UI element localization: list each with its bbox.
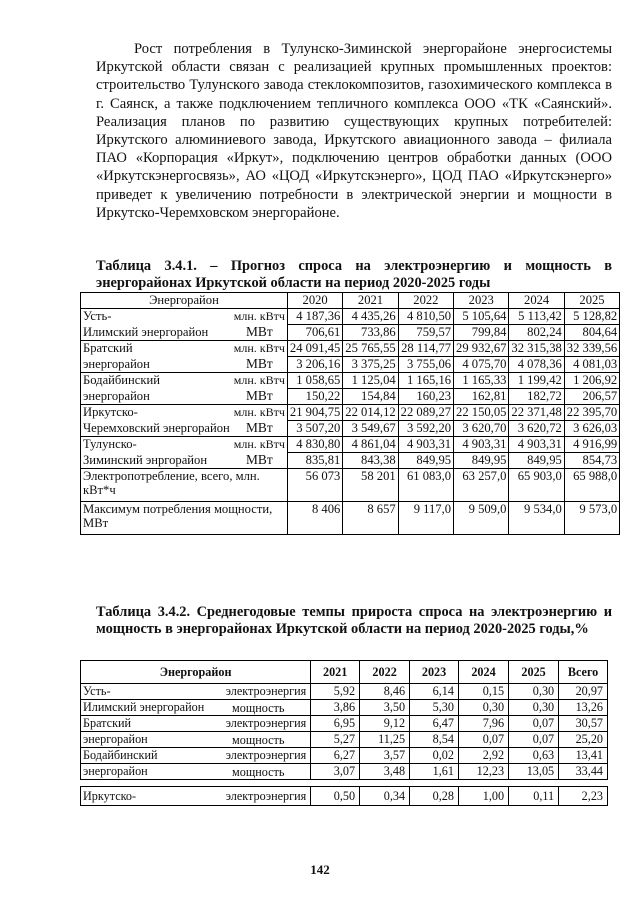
value-cell: 24 091,45	[287, 341, 342, 357]
table1-header-row	[81, 293, 620, 309]
value-cell: 849,95	[398, 453, 453, 469]
value-cell: 4 078,36	[509, 357, 564, 373]
value-cell: 22 014,12	[343, 405, 398, 421]
value-cell: 854,73	[564, 453, 619, 469]
value-cell: 4 081,03	[564, 357, 619, 373]
value-cell: 22 395,70	[564, 405, 619, 421]
table1-header-year: 2021	[343, 293, 398, 309]
value-cell: 33,44	[559, 764, 608, 780]
value-cell: 0,50	[311, 787, 360, 806]
unit-label: электроэнергия	[206, 684, 311, 700]
table-row	[81, 357, 620, 373]
value-cell: 150,22	[287, 389, 342, 405]
value-cell: 6,47	[410, 716, 459, 732]
value-cell: 9,12	[360, 716, 410, 732]
value-cell: 0,28	[410, 787, 459, 806]
value-cell: 4 903,31	[454, 437, 509, 453]
table-row	[81, 684, 608, 700]
value-cell: 3 626,03	[564, 421, 619, 437]
value-cell: 5,27	[311, 732, 360, 748]
unit-label: мощность	[206, 700, 311, 716]
value-cell: 0,34	[360, 787, 410, 806]
value-cell: 849,95	[454, 453, 509, 469]
value-cell: 9 117,0	[398, 502, 453, 535]
value-cell: 4 075,70	[454, 357, 509, 373]
value-cell: 3 755,06	[398, 357, 453, 373]
table2-header-year: 2021	[311, 661, 360, 684]
unit-label: МВт	[232, 453, 288, 469]
value-cell: 835,81	[287, 453, 342, 469]
value-cell: 733,86	[343, 325, 398, 341]
table-spacer	[81, 780, 608, 787]
value-cell: 3 592,20	[398, 421, 453, 437]
unit-label: МВт	[232, 357, 288, 373]
unit-label: млн. кВтч	[232, 373, 288, 389]
table2-header-year: 2022	[360, 661, 410, 684]
region-name: Зиминский энргорайон	[81, 453, 232, 469]
value-cell: 9 509,0	[454, 502, 509, 535]
value-cell: 4 435,26	[343, 309, 398, 325]
value-cell: 0,30	[458, 700, 508, 716]
total-label: Электропотребление, всего, млн. кВт*ч	[81, 469, 288, 502]
table1-header-year: 2020	[287, 293, 342, 309]
value-cell: 30,57	[559, 716, 608, 732]
value-cell: 5,30	[410, 700, 459, 716]
value-cell: 3 507,20	[287, 421, 342, 437]
value-cell: 5 105,64	[454, 309, 509, 325]
table1-body	[81, 309, 620, 535]
table-row	[81, 405, 620, 421]
value-cell: 25 765,55	[343, 341, 398, 357]
value-cell: 20,97	[559, 684, 608, 700]
table-row	[81, 787, 608, 806]
table-row	[81, 732, 608, 748]
total-label: Максимум потребления мощности, МВт	[81, 502, 288, 535]
table-row	[81, 748, 608, 764]
table2-header-region: Энергорайон	[81, 661, 311, 684]
value-cell: 22 371,48	[509, 405, 564, 421]
unit-label: МВт	[232, 421, 288, 437]
table1-header-region: Энергорайон	[81, 293, 288, 309]
table-row	[81, 373, 620, 389]
value-cell: 162,81	[454, 389, 509, 405]
value-cell: 0,15	[458, 684, 508, 700]
table-row	[81, 341, 620, 357]
value-cell: 4 916,99	[564, 437, 619, 453]
value-cell: 12,23	[458, 764, 508, 780]
value-cell: 4 187,36	[287, 309, 342, 325]
value-cell: 1 199,42	[509, 373, 564, 389]
value-cell: 5 113,42	[509, 309, 564, 325]
value-cell: 58 201	[343, 469, 398, 502]
body-paragraph: Рост потребления в Тулунско-Зиминской энергорайоне энергосистемы Иркутской области связан с реализацией крупных промышленных проектов: строительство Тулунского завода стеклокомпозитов, газохимического комплекса в г. Саянск, а также подключением тепличного комплекса ООО «ТК «Саянский». Реализация планов по развитию существующих крупных потребителей: Иркутского алюминиевого завода, Иркутского авиационного завода – филиала ПАО «Корпорация «Иркут», подключению центров обработки данных (ООО «Иркутскэнергосвязь», АО «ЦОД «Иркутскэнерго», ЦОД ПАО «Иркутскэнерго» приведет к увеличению потребности в электрической энергии и мощности в Иркутско-Черемховском энергорайоне.	[96, 41, 612, 221]
region-name: Иркутско-	[81, 787, 207, 806]
unit-label: млн. кВтч	[232, 437, 288, 453]
region-name: Бодайбинский	[81, 373, 232, 389]
region-name: Братский	[81, 341, 232, 357]
value-cell: 1 165,16	[398, 373, 453, 389]
demand-forecast-table	[80, 292, 620, 535]
table-row	[81, 325, 620, 341]
table2-header-year: 2025	[509, 661, 559, 684]
value-cell: 1 206,92	[564, 373, 619, 389]
value-cell: 4 903,31	[509, 437, 564, 453]
value-cell: 8 657	[343, 502, 398, 535]
table2-header-year: 2024	[458, 661, 508, 684]
region-name: энергорайон	[81, 357, 232, 373]
value-cell: 22 089,27	[398, 405, 453, 421]
value-cell: 5 128,82	[564, 309, 619, 325]
value-cell: 154,84	[343, 389, 398, 405]
value-cell: 63 257,0	[454, 469, 509, 502]
table2-header-year: 2023	[410, 661, 459, 684]
table-row	[81, 716, 608, 732]
value-cell: 802,24	[509, 325, 564, 341]
table1-header-year: 2025	[564, 293, 619, 309]
value-cell: 182,72	[509, 389, 564, 405]
table-row	[81, 700, 608, 716]
region-name: Иркутско-	[81, 405, 232, 421]
value-cell: 1,61	[410, 764, 459, 780]
unit-label: млн. кВтч	[232, 341, 288, 357]
value-cell: 56 073	[287, 469, 342, 502]
value-cell: 4 830,80	[287, 437, 342, 453]
value-cell: 0,07	[509, 732, 559, 748]
table2-caption: Таблица 3.4.2. Среднегодовые темпы прироста спроса на электроэнергию и мощность в энергорайонах Иркутской области на период 2020-2025 годы,%	[96, 604, 612, 637]
value-cell: 25,20	[559, 732, 608, 748]
region-name: энергорайон	[81, 764, 207, 780]
value-cell: 799,84	[454, 325, 509, 341]
value-cell: 3,50	[360, 700, 410, 716]
value-cell: 0,30	[509, 700, 559, 716]
value-cell: 1 058,65	[287, 373, 342, 389]
value-cell: 6,27	[311, 748, 360, 764]
table-row	[81, 764, 608, 780]
unit-label: электроэнергия	[206, 716, 311, 732]
value-cell: 21 904,75	[287, 405, 342, 421]
unit-label: мощность	[206, 764, 311, 780]
value-cell: 8,54	[410, 732, 459, 748]
value-cell: 4 903,31	[398, 437, 453, 453]
value-cell: 206,57	[564, 389, 619, 405]
value-cell: 2,92	[458, 748, 508, 764]
table1-caption: Таблица 3.4.1. – Прогноз спроса на электроэнергию и мощность в энергорайонах Иркутской области на период 2020-2025 годы	[96, 258, 612, 291]
value-cell: 0,11	[509, 787, 559, 806]
table2-body	[81, 684, 608, 806]
region-name: Бодайбинский	[81, 748, 207, 764]
table-row	[81, 469, 620, 502]
unit-label: млн. кВтч	[232, 309, 288, 325]
value-cell: 29 932,67	[454, 341, 509, 357]
region-name: Усть-	[81, 684, 207, 700]
value-cell: 8,46	[360, 684, 410, 700]
value-cell: 804,64	[564, 325, 619, 341]
value-cell: 61 083,0	[398, 469, 453, 502]
value-cell: 3 549,67	[343, 421, 398, 437]
value-cell: 849,95	[509, 453, 564, 469]
value-cell: 0,30	[509, 684, 559, 700]
value-cell: 6,14	[410, 684, 459, 700]
value-cell: 706,61	[287, 325, 342, 341]
unit-label: мощность	[206, 732, 311, 748]
value-cell: 4 861,04	[343, 437, 398, 453]
value-cell: 11,25	[360, 732, 410, 748]
value-cell: 22 150,05	[454, 405, 509, 421]
value-cell: 1,00	[458, 787, 508, 806]
unit-label: МВт	[232, 325, 288, 341]
value-cell: 1 125,04	[343, 373, 398, 389]
value-cell: 3 620,72	[509, 421, 564, 437]
table-row	[81, 437, 620, 453]
value-cell: 9 573,0	[564, 502, 619, 535]
unit-label: млн. кВтч	[232, 405, 288, 421]
region-name: Илимский энергорайон	[81, 700, 207, 716]
value-cell: 0,02	[410, 748, 459, 764]
value-cell: 6,95	[311, 716, 360, 732]
spacer-cell	[81, 780, 608, 787]
region-name: Черемховский энергорайон	[81, 421, 232, 437]
region-name: энергорайон	[81, 732, 207, 748]
value-cell: 65 988,0	[564, 469, 619, 502]
value-cell: 4 810,50	[398, 309, 453, 325]
value-cell: 1 165,33	[454, 373, 509, 389]
table2-header-row	[81, 661, 608, 684]
table-row	[81, 389, 620, 405]
unit-label: электроэнергия	[206, 787, 311, 806]
value-cell: 32 339,56	[564, 341, 619, 357]
value-cell: 0,63	[509, 748, 559, 764]
table1-header-year: 2022	[398, 293, 453, 309]
region-name: Тулунско-	[81, 437, 232, 453]
value-cell: 28 114,77	[398, 341, 453, 357]
page-number: 142	[310, 862, 330, 877]
value-cell: 3,07	[311, 764, 360, 780]
value-cell: 0,07	[509, 716, 559, 732]
value-cell: 3 375,25	[343, 357, 398, 373]
value-cell: 3 206,16	[287, 357, 342, 373]
value-cell: 8 406	[287, 502, 342, 535]
value-cell: 5,92	[311, 684, 360, 700]
value-cell: 2,23	[559, 787, 608, 806]
value-cell: 9 534,0	[509, 502, 564, 535]
value-cell: 13,26	[559, 700, 608, 716]
value-cell: 65 903,0	[509, 469, 564, 502]
table1-header-year: 2023	[454, 293, 509, 309]
region-name: энергорайон	[81, 389, 232, 405]
table1-header-year: 2024	[509, 293, 564, 309]
unit-label: МВт	[232, 389, 288, 405]
region-name: Братский	[81, 716, 207, 732]
value-cell: 0,07	[458, 732, 508, 748]
value-cell: 3,86	[311, 700, 360, 716]
value-cell: 3,57	[360, 748, 410, 764]
value-cell: 13,41	[559, 748, 608, 764]
value-cell: 7,96	[458, 716, 508, 732]
growth-rate-table	[80, 660, 608, 806]
value-cell: 3 620,70	[454, 421, 509, 437]
unit-label: электроэнергия	[206, 748, 311, 764]
table-row	[81, 502, 620, 535]
value-cell: 759,57	[398, 325, 453, 341]
table-row	[81, 421, 620, 437]
value-cell: 160,23	[398, 389, 453, 405]
value-cell: 32 315,38	[509, 341, 564, 357]
value-cell: 3,48	[360, 764, 410, 780]
value-cell: 843,38	[343, 453, 398, 469]
table2-header-total: Всего	[559, 661, 608, 684]
value-cell: 13,05	[509, 764, 559, 780]
region-name: Усть-	[81, 309, 232, 325]
table-row	[81, 309, 620, 325]
table-row	[81, 453, 620, 469]
region-name: Илимский энергорайон	[81, 325, 232, 341]
